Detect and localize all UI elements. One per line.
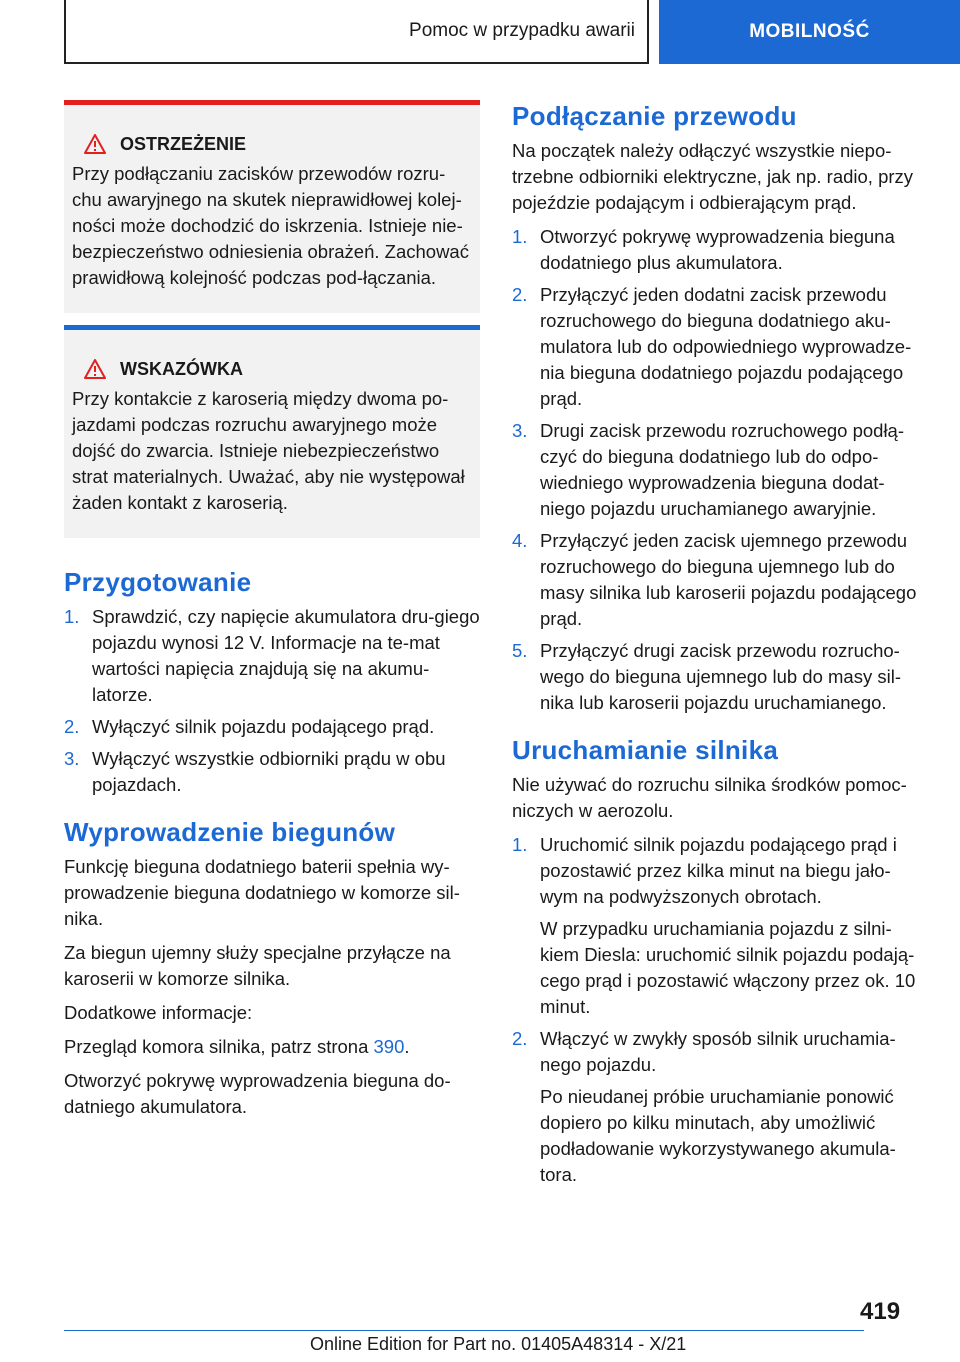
- section-heading-terminals: Wyprowadzenie biegunów: [64, 817, 396, 847]
- list-item: 2. Przyłączyć jeden dodatni zacisk przewodu rozruchowego do bieguna dodatniego aku-mulatora lub do odpowiedniego wyprowadze-nia bieguna dodatniego pojazdu podającego prąd.: [512, 284, 912, 409]
- section-heading-prep: Przygotowanie: [64, 567, 252, 597]
- header-chapter-tab[interactable]: [659, 0, 960, 64]
- section-heading-connect: Podłączanie przewodu: [512, 101, 797, 131]
- footer-edition: Online Edition for Part no. 01405A48314 - X/21: [310, 1334, 687, 1354]
- list-item: 5. Przyłączyć drugi zacisk przewodu rozrucho-wego do bieguna ujemnego lub do masy sil-nika lub karoserii pojazdu uruchamianego.: [512, 640, 901, 713]
- start-list: [512, 832, 928, 1188]
- section-heading-start: Uruchamianie silnika: [512, 735, 779, 765]
- paragraph: Nie używać do rozruchu silnika środków pomoc-niczych w aerozolu.: [512, 774, 907, 821]
- paragraph: Za biegun ujemny służy specjalne przyłącze na karoserii w komorze silnika.: [64, 942, 451, 989]
- page-number: 419: [860, 1298, 901, 1325]
- warning-box: [64, 100, 480, 313]
- footer-divider: [64, 1330, 864, 1331]
- paragraph: Dodatkowe informacje:: [64, 1002, 253, 1023]
- note-title: [72, 356, 472, 382]
- note-title-text: WSKAZÓWKA: [120, 359, 243, 379]
- warning-title: [72, 131, 472, 157]
- paragraph: Funkcję bieguna dodatniego baterii spełnia wy-prowadzenie bieguna dodatniego w komorze sil-nika.: [64, 856, 460, 929]
- prep-list: [64, 604, 480, 798]
- header-section-title: Pomoc w przypadku awarii: [409, 20, 635, 41]
- paragraph: Na początek należy odłączyć wszystkie niepo-trzebne odbiorniki elektryczne, jak np. radio, przy pojeździe podającym i odbierającym prąd.: [512, 140, 914, 213]
- list-item: 1. Sprawdzić, czy napięcie akumulatora dru-giego pojazdu wynosi 12 V. Informacje na te-mat wartości napięcia znajdują się na akumu-latorze.: [64, 606, 480, 705]
- list-item: 2. Włączyć w zwykły sposób silnik uruchamia-nego pojazdu. Po nieudanej próbie uruchamianie ponowić dopiero po kilku minutach, aby umożliwić podładowanie wykorzystywanego akumula-tora.: [512, 1028, 896, 1185]
- right-column: [512, 100, 928, 1196]
- header-section: [64, 0, 649, 64]
- note-box: [64, 325, 480, 538]
- warning-text: Przy podłączaniu zacisków przewodów rozru-chu awaryjnego na skutek nieprawidłowej kolej-ności może dochodzić do iskrzenia. Istnieje nie-bezpieczeństwo odniesienia obrażeń. Zachować prawidłową kolejność podczas pod-łączania.: [72, 163, 469, 288]
- list-item: 2. Wyłączyć silnik pojazdu podającego prąd.: [64, 716, 435, 737]
- warning-title-text: OSTRZEŻENIE: [120, 134, 247, 154]
- warning-triangle-icon: [84, 134, 106, 154]
- list-item: 3. Drugi zacisk przewodu rozruchowego podłą-czyć do bieguna dodatniego lub do odpo-wiedniego wyprowadzenia bieguna dodat-niego pojazdu uruchamianego awaryjnie.: [512, 420, 905, 519]
- page-link-390[interactable]: 390: [373, 1036, 405, 1057]
- warning-triangle-icon: [84, 359, 106, 379]
- paragraph: Otworzyć pokrywę wyprowadzenia bieguna do-datniego akumulatora.: [64, 1070, 451, 1117]
- header-chapter-label: MOBILNOŚĆ: [749, 21, 870, 42]
- connect-list: [512, 224, 928, 716]
- paragraph-reference: Przegląd komora silnika, patrz strona 390.: [64, 1036, 410, 1057]
- list-item: 4. Przyłączyć jeden zacisk ujemnego przewodu rozruchowego do bieguna ujemnego lub do masy silnika lub karoserii pojazdu podającego prąd.: [512, 530, 917, 629]
- list-item: 1. Otworzyć pokrywę wyprowadzenia bieguna dodatniego plus akumulatora.: [512, 226, 895, 273]
- note-text: Przy kontakcie z karoserią między dwoma po-jazdami podczas rozruchu awaryjnego może dojść do zwarcia. Istnieje niebezpieczeństwo strat materialnych. Uważać, aby nie występował żaden kontakt z karoserią.: [72, 388, 465, 513]
- list-item: 3. Wyłączyć wszystkie odbiorniki prądu w obu pojazdach.: [64, 748, 446, 795]
- left-column: [64, 100, 480, 1128]
- list-item: 1. Uruchomić silnik pojazdu podającego prąd i pozostawić przez kilka minut na biegu jało-wym na podwyższonych obrotach. W przypadku uruchamiania pojazdu z silni-kiem Diesla: uruchomić silnik pojazdu podają-cego prąd i pozostawić włączony przez ok. 10 minut.: [512, 834, 916, 1017]
